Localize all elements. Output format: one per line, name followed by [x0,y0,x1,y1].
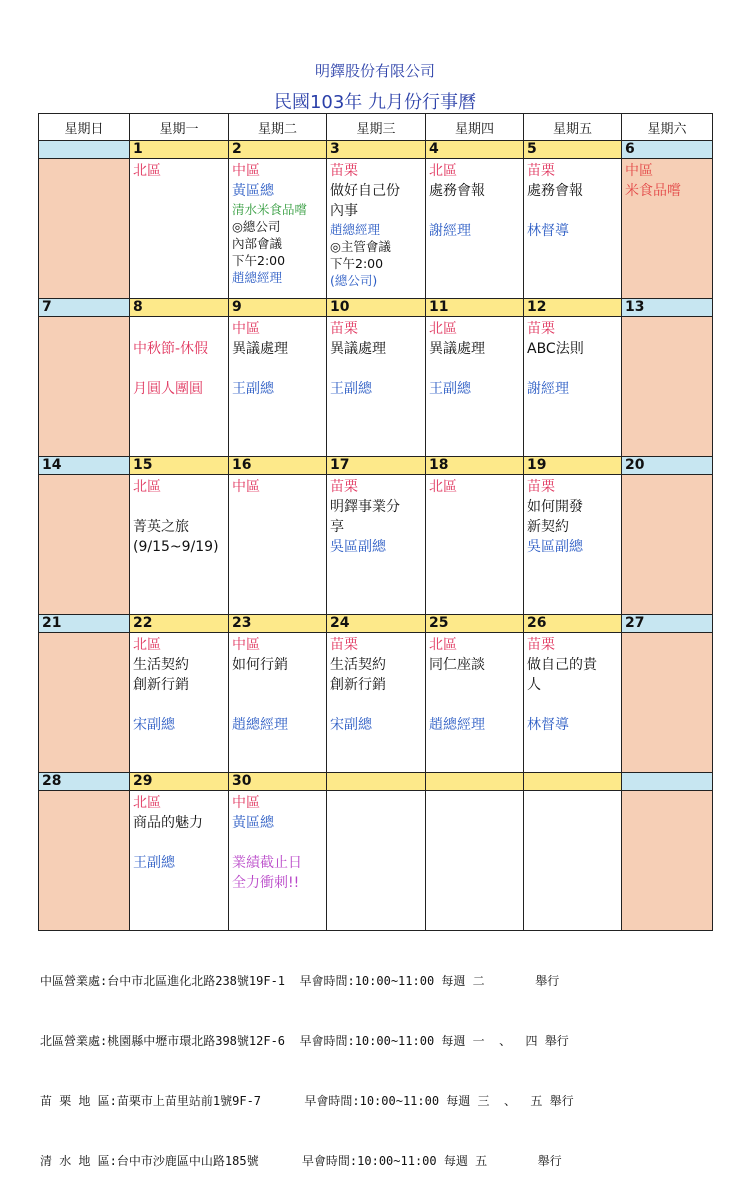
date-number: 5 [524,141,622,159]
event-line: 林督導 [527,717,569,733]
event-line: 新契約 [527,519,569,535]
day-cell [229,159,327,299]
event-line: 月圓人團圓 [133,381,203,397]
weekday-header: 星期二 [229,114,327,141]
date-number: 8 [130,299,229,317]
day-cell [327,317,426,457]
event-line: 商品的魅力 [133,815,203,831]
event-line: 趙總經理 [232,270,283,285]
date-number [426,773,524,791]
event-line [232,695,324,715]
event-line: 下午2:00 [232,253,286,268]
event-line: 黃區總 [232,183,274,199]
day-cell [524,475,622,615]
date-number: 18 [426,457,524,475]
date-number: 4 [426,141,524,159]
event-line [133,319,226,339]
event-line: 趙總經理 [232,717,288,733]
day-cell [39,633,130,773]
weekday-header-row [39,114,713,141]
day-cell [130,159,229,299]
day-cell [426,159,524,299]
event-line: 苗栗 [527,163,555,179]
date-number: 10 [327,299,426,317]
day-cell [426,317,524,457]
event-row [39,317,713,457]
event-line [429,201,521,221]
weekday-header: 星期五 [524,114,622,141]
date-number-row [39,141,713,159]
event-line: 王副總 [330,381,372,397]
event-line [232,675,324,695]
event-line: 王副總 [232,381,274,397]
day-cell [229,633,327,773]
date-number [327,773,426,791]
day-cell [426,633,524,773]
event-line: 宋副總 [330,717,372,733]
event-line [330,695,423,715]
event-line [232,833,324,853]
day-cell [426,475,524,615]
event-row [39,633,713,773]
calendar-table [38,113,713,931]
date-number: 29 [130,773,229,791]
day-cell [524,159,622,299]
event-line: 全力衝刺!! [232,875,300,891]
day-cell [39,317,130,457]
day-cell [130,791,229,931]
event-row [39,159,713,299]
day-cell [524,633,622,773]
event-line: 中區 [625,163,653,179]
event-line: 生活契約 [330,657,386,673]
weekday-header: 星期一 [130,114,229,141]
event-line: 苗栗 [527,637,555,653]
date-number: 6 [622,141,713,159]
event-line: 北區 [133,795,161,811]
date-number: 25 [426,615,524,633]
event-line [429,675,521,695]
date-number: 11 [426,299,524,317]
event-line: 創新行銷 [330,677,386,693]
event-line: 王副總 [133,855,175,871]
event-line: 北區 [133,479,161,495]
date-number [39,141,130,159]
event-line [133,497,226,517]
event-line: ◎主管會議 [330,239,391,254]
event-line: 中區 [232,163,260,179]
event-line: 北區 [429,163,457,179]
event-line: 明鐸事業分 [330,499,400,515]
date-number: 7 [39,299,130,317]
weekday-header: 星期四 [426,114,524,141]
day-cell [524,791,622,931]
day-cell [229,791,327,931]
event-line: ◎總公司 [232,219,281,234]
date-number: 19 [524,457,622,475]
weekday-header: 星期三 [327,114,426,141]
event-line: 同仁座談 [429,657,485,673]
event-line: 北區 [133,637,161,653]
day-cell [622,475,713,615]
event-line [133,833,226,853]
event-line: 業績截止日 [232,855,302,871]
date-number: 3 [327,141,426,159]
day-cell [327,159,426,299]
event-line: 處務會報 [429,183,485,199]
day-cell [229,475,327,615]
day-cell [130,633,229,773]
event-line: 菁英之旅 [133,519,189,535]
event-line: 北區 [133,163,161,179]
event-row [39,791,713,931]
event-line: 清水米食品嚐 [232,202,308,217]
event-line: 生活契約 [133,657,189,673]
event-line: 趙總經理 [330,222,381,237]
footer-line: 清 水 地 區:台中市沙鹿區中山路185號 早會時間:10:00~11:00 每週 五 舉行 [40,1154,562,1168]
date-number: 1 [130,141,229,159]
calendar-title: 民國103年 九月份行事曆 [273,92,477,113]
date-number: 23 [229,615,327,633]
date-number-row [39,457,713,475]
weekday-header: 星期六 [622,114,713,141]
day-cell [622,159,713,299]
footer-info [40,931,574,1191]
event-line: 內事 [330,203,358,219]
event-line: 黃區總 [232,815,274,831]
event-line [133,695,226,715]
day-cell [426,791,524,931]
company-name: 明鐸股份有限公司 [314,62,435,80]
event-line: 異議處理 [330,341,386,357]
date-number: 30 [229,773,327,791]
date-number: 13 [622,299,713,317]
day-cell [622,317,713,457]
date-number [524,773,622,791]
event-line: 人 [527,677,541,693]
event-line: 處務會報 [527,183,583,199]
event-line [527,695,619,715]
event-line [527,359,619,379]
footer-line: 北區營業處:桃園縣中壢市環北路398號12F-6 早會時間:10:00~11:00 每週 一 、 四 舉行 [40,1034,569,1048]
date-number: 26 [524,615,622,633]
event-line: 創新行銷 [133,677,189,693]
date-number: 21 [39,615,130,633]
event-line: 苗栗 [527,321,555,337]
event-line: 苗栗 [527,479,555,495]
day-cell [130,317,229,457]
date-number: 14 [39,457,130,475]
event-line: 謝經理 [527,381,569,397]
event-line: 異議處理 [232,341,288,357]
event-line: (總公司) [330,273,378,288]
event-line: 享 [330,519,344,535]
date-number: 2 [229,141,327,159]
day-cell [39,791,130,931]
day-cell [524,317,622,457]
event-line [133,359,226,379]
event-line: 趙總經理 [429,717,485,733]
weekday-header: 星期日 [39,114,130,141]
event-line: 宋副總 [133,717,175,733]
date-number: 27 [622,615,713,633]
event-line [330,359,423,379]
event-line [429,359,521,379]
date-number: 22 [130,615,229,633]
event-line: 北區 [429,321,457,337]
date-number [622,773,713,791]
date-number: 24 [327,615,426,633]
event-line: 謝經理 [429,223,471,239]
event-line: 北區 [429,637,457,653]
date-number: 20 [622,457,713,475]
date-number-row [39,773,713,791]
event-line: 做自己的貴 [527,657,597,673]
event-line [232,359,324,379]
event-line: 苗栗 [330,321,358,337]
footer-line: 中區營業處:台中市北區進化北路238號19F-1 早會時間:10:00~11:00 每週 二 舉行 [40,974,560,988]
event-line: (9/15~9/19) [133,539,219,555]
event-line: 王副總 [429,381,471,397]
event-line: 苗栗 [330,637,358,653]
day-cell [327,633,426,773]
date-number: 17 [327,457,426,475]
day-cell [327,791,426,931]
date-number: 28 [39,773,130,791]
event-line: 北區 [429,479,457,495]
day-cell [39,475,130,615]
event-line [527,201,619,221]
event-line: 吳區副總 [527,539,583,555]
event-line: 做好自己份 [330,183,400,199]
date-number: 16 [229,457,327,475]
event-row [39,475,713,615]
event-line: 如何行銷 [232,657,288,673]
event-line: 吳區副總 [330,539,386,555]
day-cell [229,317,327,457]
event-line: 如何開發 [527,499,583,515]
event-line: 中區 [232,479,260,495]
footer-line: 苗 栗 地 區:苗栗市上苗里站前1號9F-7 早會時間:10:00~11:00 每週 三 、 五 舉行 [40,1094,574,1108]
event-line: 內部會議 [232,236,283,251]
event-line: 林督導 [527,223,569,239]
date-number: 9 [229,299,327,317]
date-number: 12 [524,299,622,317]
event-line: 中秋節-休假 [133,341,209,357]
event-line: 中區 [232,321,260,337]
event-line: 中區 [232,637,260,653]
event-line: 苗栗 [330,479,358,495]
date-number-row [39,615,713,633]
event-line: 米食品嚐 [625,183,681,199]
day-cell [39,159,130,299]
day-cell [130,475,229,615]
event-line: 苗栗 [330,163,358,179]
event-line: 中區 [232,795,260,811]
event-line: 異議處理 [429,341,485,357]
day-cell [327,475,426,615]
date-number: 15 [130,457,229,475]
event-line [429,695,521,715]
event-line: ABC法則 [527,341,584,357]
day-cell [622,791,713,931]
date-number-row [39,299,713,317]
event-line: 下午2:00 [330,256,384,271]
day-cell [622,633,713,773]
